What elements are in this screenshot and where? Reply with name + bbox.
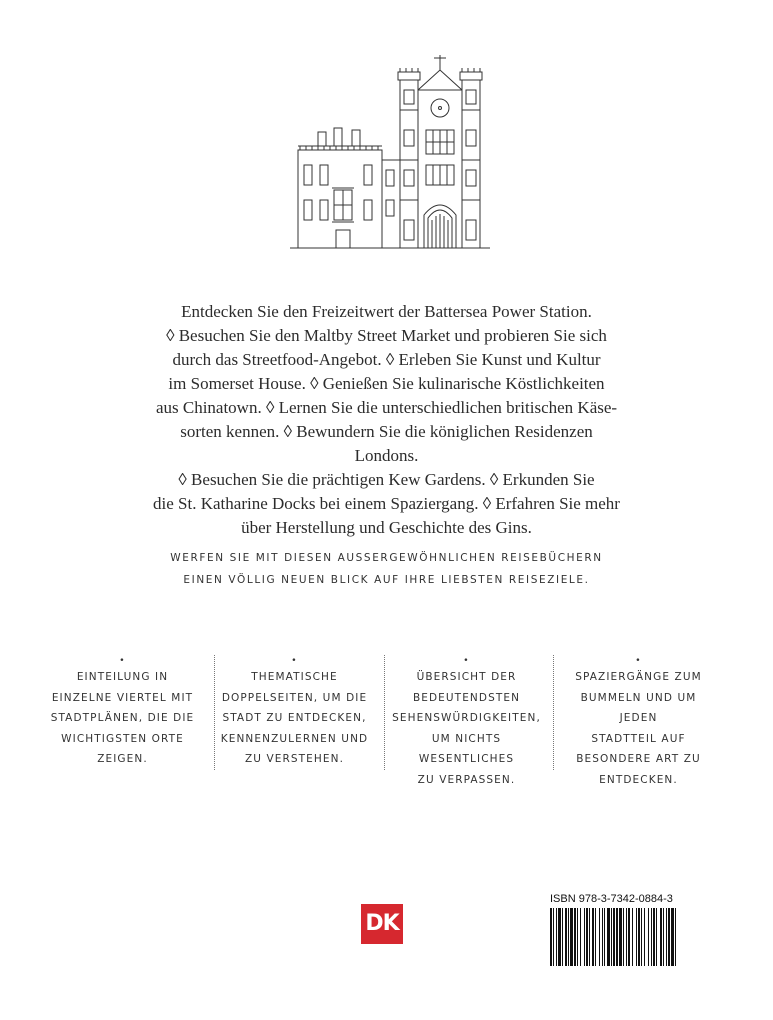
barcode-bar: [611, 908, 612, 966]
feature-line: UM NICHTS WESENTLICHES: [418, 732, 515, 765]
feature-line: WICHTIGSTEN ORTE: [61, 732, 184, 745]
barcode-bar: [568, 908, 569, 966]
description-line: aus Chinatown. ◊ Lernen Sie die unterschiedlichen britischen Käse-: [155, 398, 618, 417]
barcode-bar: [656, 908, 657, 966]
tagline-line-2: EINEN VÖLLIG NEUEN BLICK AUF IHRE LIEBSTEN REISEZIELE.: [183, 574, 590, 586]
description-line: ◊ Besuchen Sie die prächtigen Kew Gardens. ◊ Erkunden Sie: [178, 470, 595, 489]
barcode-bar: [666, 908, 667, 966]
barcode-bar: [651, 908, 652, 966]
barcode-bar: [607, 908, 610, 966]
feature-line: KENNENZULERNEN UND: [220, 732, 369, 745]
barcode-bar: [599, 908, 600, 966]
barcode-bar: [577, 908, 578, 966]
barcode-bar: [653, 908, 655, 966]
description-line: über Herstellung und Geschichte des Gins.: [241, 518, 532, 537]
feature-line: BUMMELN UND UM JEDEN: [580, 691, 697, 724]
feature-line: SPAZIERGÄNGE ZUM: [575, 671, 702, 683]
feature-line: ZU VERPASSEN.: [417, 773, 516, 786]
barcode-bar: [613, 908, 615, 966]
barcode-bar: [565, 908, 567, 966]
bullet: •: [291, 656, 298, 666]
feature-line: SEHENSWÜRDIGKEITEN,: [392, 712, 541, 724]
barcode-bar: [570, 908, 573, 966]
feature-line: ZEIGEN.: [97, 753, 148, 765]
barcode-bar: [592, 908, 594, 966]
column-divider: [384, 655, 385, 770]
feature-line: ZU VERSTEHEN.: [244, 753, 345, 765]
bullet: •: [635, 656, 642, 666]
feature-line: BESONDERE ART ZU: [576, 753, 701, 765]
bullet: •: [463, 656, 470, 666]
barcode: [550, 908, 718, 966]
tagline-line-1: WERFEN SIE MIT DIESEN AUSSERGEWÖHNLICHEN REISEBÜCHERN: [170, 552, 603, 564]
feature-line: EINZELNE VIERTEL MIT: [51, 691, 194, 704]
description-line: die St. Katharine Docks bei einem Spaziergang. ◊ Erfahren Sie mehr: [153, 494, 620, 513]
barcode-bar: [623, 908, 624, 966]
feature-column-sights: [389, 655, 544, 790]
barcode-bar: [619, 908, 622, 966]
barcode-bar: [586, 908, 588, 966]
description-line: sorten kennen. ◊ Bewundern Sie die königlichen Residenzen Londons.: [180, 422, 593, 465]
barcode-bar: [648, 908, 649, 966]
description-text: [150, 300, 623, 540]
barcode-bar: [574, 908, 576, 966]
barcode-bar: [671, 908, 674, 966]
barcode-bar: [589, 908, 590, 966]
description-line: im Somerset House. ◊ Genießen Sie kulinarische Köstlichkeiten: [168, 374, 605, 393]
description-line: Entdecken Sie den Freizeitwert der Battersea Power Station.: [181, 302, 592, 321]
feature-line: EINTEILUNG IN: [76, 671, 169, 683]
column-divider: [553, 655, 554, 770]
barcode-bar: [595, 908, 596, 966]
barcode-bar: [602, 908, 603, 966]
barcode-bar: [636, 908, 637, 966]
barcode-bar: [632, 908, 633, 966]
barcode-bar: [628, 908, 630, 966]
feature-line: THEMATISCHE: [251, 671, 338, 683]
bullet: •: [119, 656, 126, 666]
feature-line: STADTTEIL AUF: [591, 732, 686, 745]
barcode-bar: [660, 908, 662, 966]
isbn-text: ISBN 978-3-7342-0884-3: [550, 893, 673, 905]
feature-line: STADT ZU ENTDECKEN,: [222, 712, 367, 724]
barcode-bar: [616, 908, 618, 966]
barcode-bar: [580, 908, 581, 966]
barcode-bar: [626, 908, 627, 966]
feature-column-districts: [45, 655, 200, 770]
barcode-bar: [641, 908, 642, 966]
feature-columns: [45, 655, 725, 786]
tagline: [120, 547, 653, 591]
barcode-bar: [663, 908, 664, 966]
barcode-bar: [604, 908, 605, 966]
column-divider: [214, 655, 215, 770]
barcode-bar: [558, 908, 561, 966]
feature-line: DOPPELSEITEN, UM DIE: [221, 691, 368, 704]
barcode-bar: [553, 908, 554, 966]
barcode-bar: [644, 908, 645, 966]
description-line: ◊ Besuchen Sie den Maltby Street Market und probieren Sie sich: [166, 326, 607, 345]
feature-line: ÜBERSICHT DER: [416, 671, 517, 683]
barcode-bar: [638, 908, 640, 966]
description-line: durch das Streetfood-Angebot. ◊ Erleben Sie Kunst und Kultur: [172, 350, 601, 369]
palace-gatehouse-icon: [290, 50, 490, 250]
dk-logo: DK: [361, 904, 403, 944]
barcode-bar: [562, 908, 563, 966]
feature-line: ENTDECKEN.: [599, 773, 678, 786]
feature-column-themes: [217, 655, 372, 770]
feature-line: BEDEUTENDSTEN: [412, 691, 521, 704]
barcode-bar: [668, 908, 670, 966]
barcode-bar: [584, 908, 585, 966]
feature-column-walks: [561, 655, 716, 790]
barcode-bar: [556, 908, 557, 966]
feature-line: STADTPLÄNEN, DIE DIE: [50, 712, 195, 724]
barcode-bar: [675, 908, 676, 966]
barcode-bar: [550, 908, 552, 966]
